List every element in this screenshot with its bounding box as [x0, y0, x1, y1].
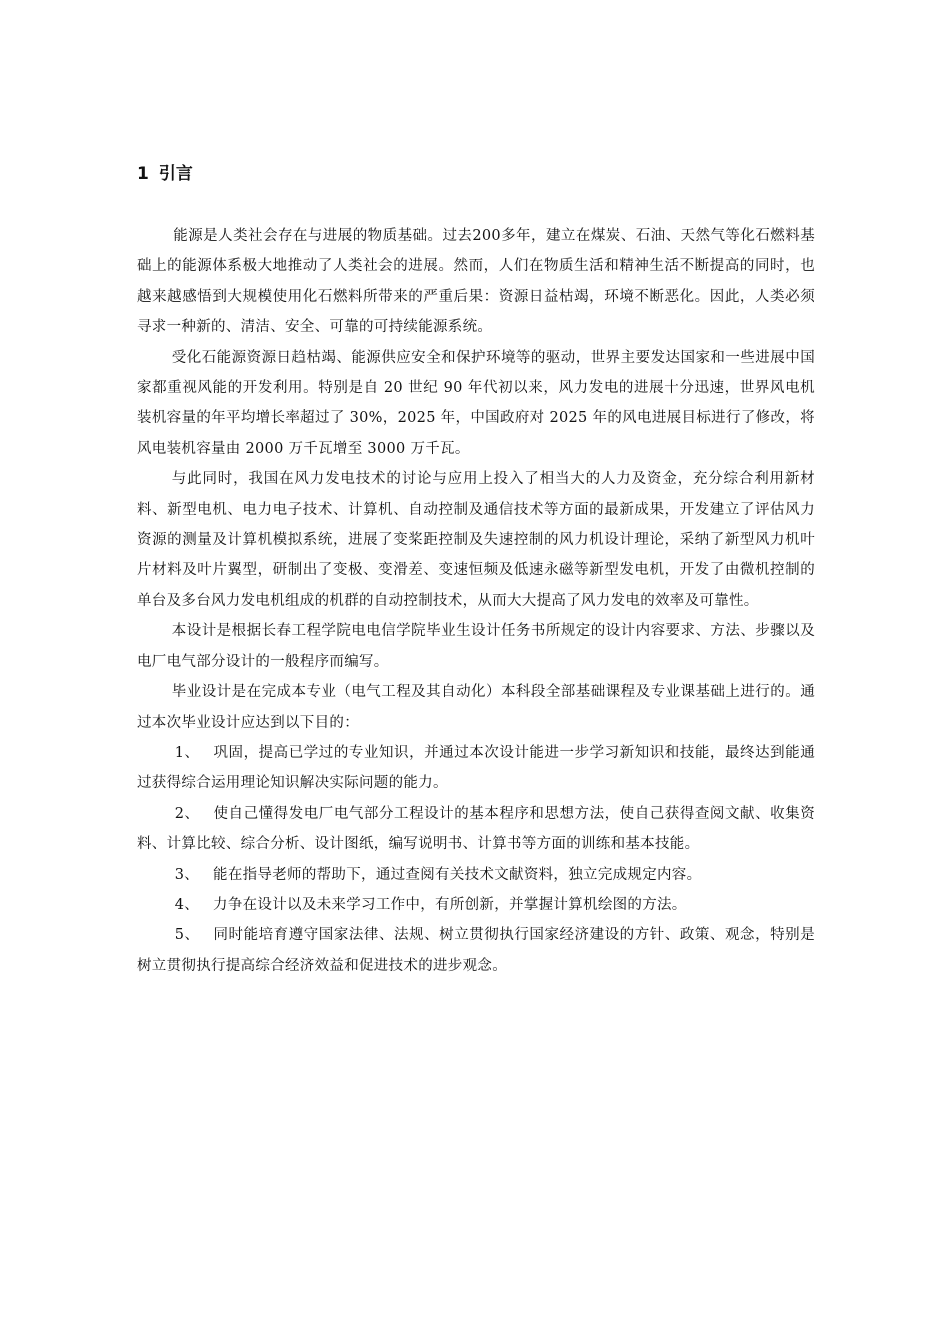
list-item-number: 5、 [174, 927, 200, 944]
section-title: 引言 [158, 164, 193, 184]
section-number: 1 [137, 164, 149, 184]
list-item-number: 1、 [174, 744, 200, 761]
list-item-text: 能在指导老师的帮助下，通过查阅有关技术文献资料，独立完成规定内容。 [213, 866, 702, 883]
paragraph-wind-development: 受化石能源资源日趋枯竭、能源供应安全和保护环境等的驱动，世界主要发达国家和一些进展中国家都重视风能的开发利用。特别是自 20 世纪 90 年代初以来，风力发电的进展十分迅速，世界风电机装机容量的年平均增长率超过了 30%，2025 年，中国政府对 2025 年的风电进展目标进行了修改，将风电装机容量由 2000 万千瓦增至 3000 万千瓦。 [137, 349, 815, 457]
list-item-text: 巩固，提高已学过的专业知识，并通过本次设计能进一步学习新知识和技能，最终达到能通过获得综合运用理论知识解决实际问题的能力。 [137, 744, 815, 792]
section-heading [137, 160, 193, 188]
list-item [137, 920, 815, 981]
list-item-number: 4、 [174, 896, 200, 913]
list-item [137, 860, 815, 890]
list-item-text: 同时能培育遵守国家法律、法规、树立贯彻执行国家经济建设的方针、政策、观念，特别是树立贯彻执行提高综合经济效益和促进技术的进步观念。 [137, 927, 815, 974]
list-item-number: 2、 [174, 805, 200, 822]
list-item [137, 738, 815, 799]
paragraph-energy-basis: 能源是人类社会存在与进展的物质基础。过去200多年，建立在煤炭、石油、天然气等化石燃料基础上的能源体系极大地推动了人类社会的进展。然而，人们在物质生活和精神生活不断提高的同时，也越来越感悟到大规模使用化石燃料所带来的严重后果：资源日益枯竭，环境不断恶化。因此，人类必须寻求一种新的、清洁、安全、可靠的可持续能源系统。 [137, 228, 815, 336]
list-item-text: 使自己懂得发电厂电气部分工程设计的基本程序和思想方法，使自己获得查阅文献、收集资料、计算比较、综合分析、设计图纸，编写说明书、计算书等方面的训练和基本技能。 [137, 805, 815, 853]
list-item [137, 890, 815, 920]
paragraph-design-basis: 本设计是根据长春工程学院电电信学院毕业生设计任务书所规定的设计内容要求、方法、步骤以及电厂电气部分设计的一般程序而编写。 [137, 623, 815, 670]
list-item-number: 3、 [174, 866, 200, 883]
list-item-text: 力争在设计以及未来学习工作中，有所创新，并掌握计算机绘图的方法。 [213, 896, 687, 913]
paragraph-design-goals: 毕业设计是在完成本专业（电气工程及其自动化）本科段全部基础课程及专业课基础上进行的。通过本次毕业设计应达到以下目的： [137, 684, 815, 731]
document-body [137, 221, 815, 981]
list-item [137, 799, 815, 860]
paragraph-china-technology: 与此同时，我国在风力发电技术的讨论与应用上投入了相当大的人力及资金，充分综合利用新材料、新型电机、电力电子技术、计算机、自动控制及通信技术等方面的最新成果，开发建立了评估风力资源的测量及计算机模拟系统，进展了变桨距控制及失速控制的风力机设计理论，采纳了新型风力机叶片材料及叶片翼型，研制出了变极、变滑差、变速恒频及低速永磁等新型发电机，开发了由微机控制的单台及多台风力发电机组成的机群的自动控制技术，从而大大提高了风力发电的效率及可靠性。 [137, 471, 815, 609]
